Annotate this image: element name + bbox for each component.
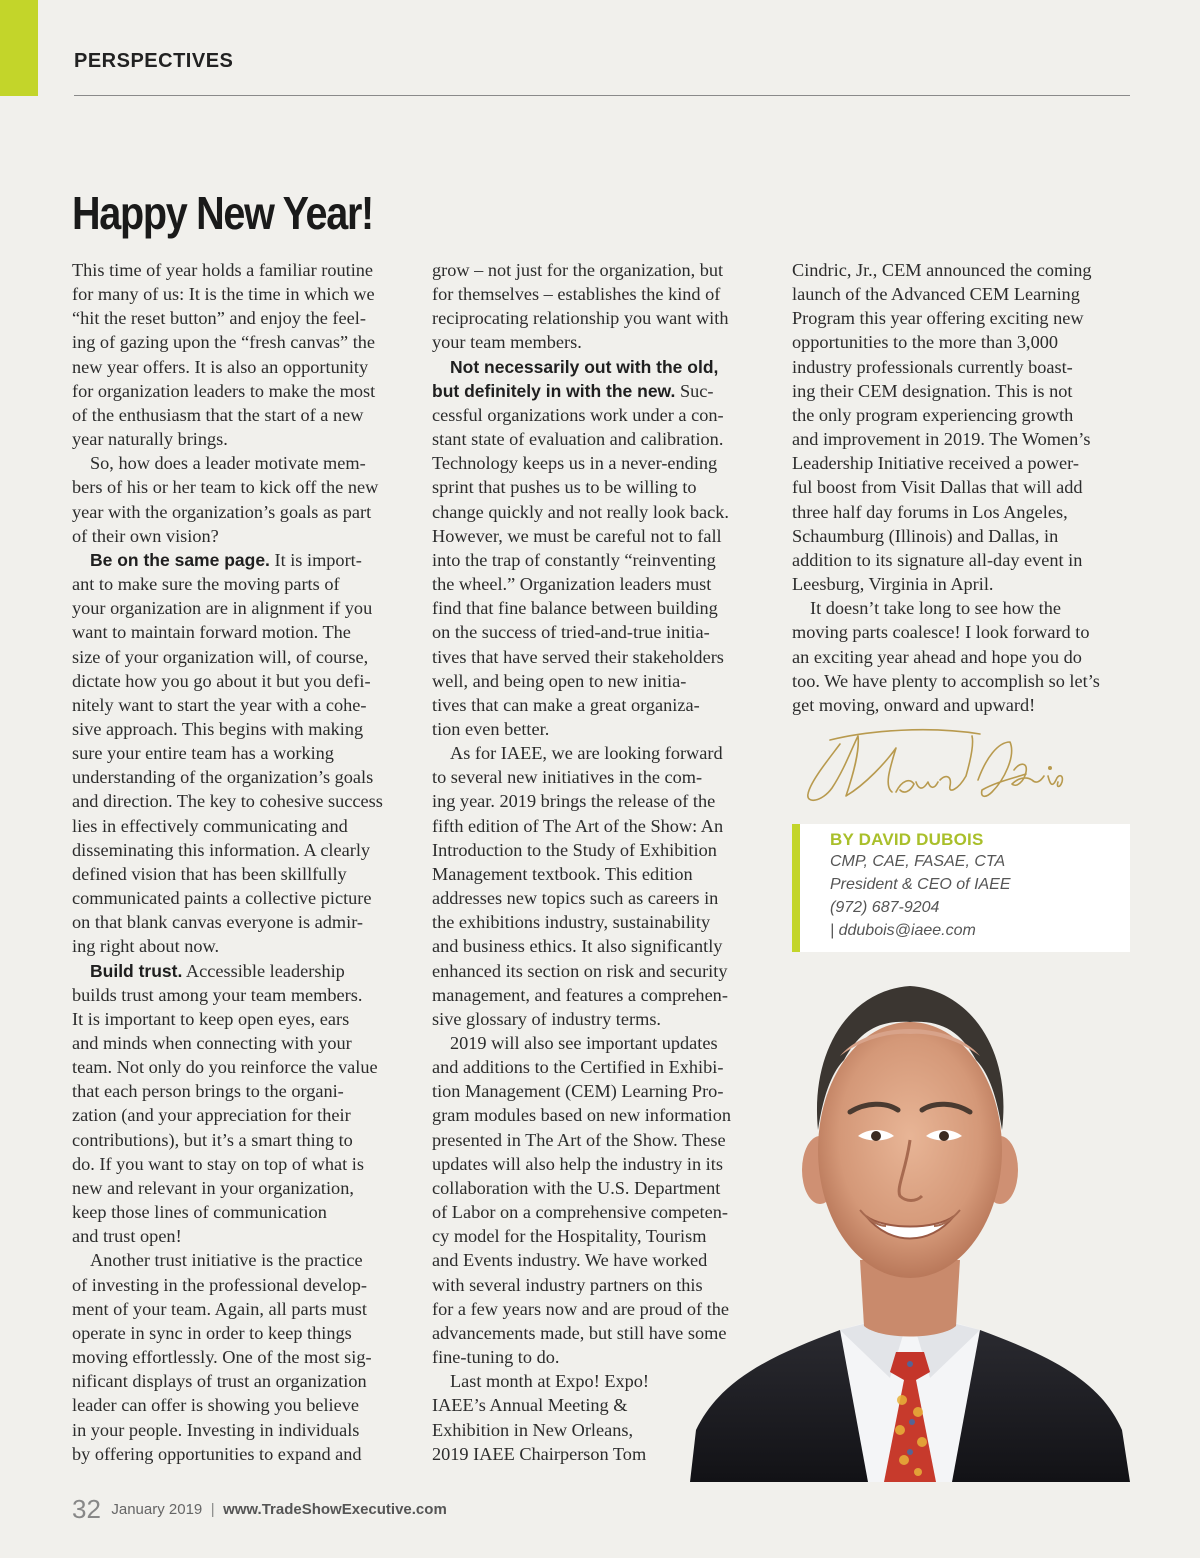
paragraph xyxy=(72,258,417,451)
text-line: This time of year holds a familiar routine xyxy=(72,260,374,280)
issue-date: January 2019 xyxy=(111,1501,203,1518)
text-line: ing year. 2019 brings the release of the xyxy=(432,791,716,812)
text-line: of their own vision? xyxy=(72,525,219,546)
text-line: that each person brings to the organi- xyxy=(72,1081,344,1102)
text-line: addresses new topics such as careers in xyxy=(432,888,719,909)
text-line: operate in sync in order to keep things xyxy=(72,1322,352,1343)
text-line: Exhibition in New Orleans, xyxy=(432,1419,634,1440)
text-line: moving parts coalesce! I look forward to xyxy=(792,622,1090,643)
text-line: collaboration with the U.S. Department xyxy=(432,1177,721,1198)
page-number: 32 xyxy=(72,1494,101,1524)
text-line: Leesburg, Virginia in April. xyxy=(792,574,994,595)
paragraph xyxy=(792,258,1137,596)
text-line: and trust open! xyxy=(72,1226,182,1247)
text-line: for themselves – establishes the kind of xyxy=(432,284,721,305)
article-column-3 xyxy=(792,258,1137,717)
text-line: As for IAEE, we are looking forward xyxy=(450,743,723,764)
paragraph xyxy=(72,1248,417,1465)
byline-author: BY DAVID DUBOIS xyxy=(830,830,984,849)
text-line: tives that have served their stakeholders xyxy=(432,646,724,667)
text-line: Cindric, Jr., CEM announced the coming xyxy=(792,260,1092,280)
text-line: Introduction to the Study of Exhibition xyxy=(432,839,717,860)
text-line: Management textbook. This edition xyxy=(432,863,693,884)
lead-in: Be on the same page. xyxy=(90,549,270,570)
text-line: fifth edition of The Art of the Show: An xyxy=(432,815,724,836)
text-line: of Labor on a comprehensive competen- xyxy=(432,1202,728,1223)
text-line: by offering opportunities to expand and xyxy=(72,1443,362,1464)
header-divider xyxy=(74,95,1130,96)
text-line: opportunities to the more than 3,000 xyxy=(792,332,1059,353)
text-line: for a few years now and are proud of the xyxy=(432,1298,729,1319)
lead-in: but definitely in with the new. xyxy=(432,380,676,401)
text-line: addition to its signature all-day event in xyxy=(792,549,1083,570)
text-line: well, and being open to new initia- xyxy=(432,670,687,691)
text-line: year with the organization’s goals as part xyxy=(72,501,372,522)
text-line: ing right about now. xyxy=(72,936,220,957)
text-line: It doesn’t take long to see how the xyxy=(810,598,1061,619)
text-line: on that blank canvas everyone is admir- xyxy=(72,912,364,933)
text-line: new and relevant in your organization, xyxy=(72,1177,354,1198)
page-footer xyxy=(72,1494,447,1525)
text-line: industry professionals currently boast- xyxy=(792,356,1073,377)
text-line: and Events industry. We have worked xyxy=(432,1250,708,1271)
text-line: It is important to keep open eyes, ears xyxy=(72,1008,350,1029)
section-label: PERSPECTIVES xyxy=(74,50,234,72)
text-line: 2019 will also see important updates xyxy=(450,1033,718,1053)
text-line: So, how does a leader motivate mem- xyxy=(90,453,366,474)
footer-separator: | xyxy=(210,1501,215,1518)
byline-accent-bar xyxy=(792,824,800,952)
text-line: tion even better. xyxy=(432,718,550,739)
signature-image xyxy=(800,722,1080,822)
text-line: Be on the same page. It is import- xyxy=(90,549,362,570)
text-line: find that fine balance between building xyxy=(432,598,718,619)
text-line: understanding of the organization’s goals xyxy=(72,767,374,788)
text-line: defined vision that has been skillfully xyxy=(72,863,347,884)
text-line: moving effortlessly. One of the most sig- xyxy=(72,1347,372,1368)
text-line: enhanced its section on risk and security xyxy=(432,960,728,981)
text-line: tion Management (CEM) Learning Pro- xyxy=(432,1081,724,1102)
text-line: lies in effectively communicating and xyxy=(72,815,348,836)
text-line: IAEE’s Annual Meeting & xyxy=(432,1395,628,1416)
text-line: too. We have plenty to accomplish so let’s xyxy=(792,670,1100,691)
text-line: updates will also help the industry in its xyxy=(432,1153,723,1174)
text-line: launch of the Advanced CEM Learning xyxy=(792,284,1080,305)
text-line: for organization leaders to make the most xyxy=(72,380,376,401)
text-line: the exhibitions industry, sustainability xyxy=(432,912,711,933)
text-line: size of your organization will, of course, xyxy=(72,646,369,667)
text-line: year naturally brings. xyxy=(72,429,228,450)
lead-in: Build trust. xyxy=(90,960,183,981)
text-line: ment of your team. Again, all parts must xyxy=(72,1298,367,1319)
byline-box xyxy=(792,824,1130,952)
text-line: ful boost from Visit Dallas that will add xyxy=(792,477,1083,498)
text-line: communicated paints a collective picture xyxy=(72,888,372,909)
text-line: sprint that pushes us to be willing to xyxy=(432,477,697,498)
text-line: but definitely in with the new. Suc- xyxy=(432,380,714,401)
text-line: zation (and your appreciation for their xyxy=(72,1105,351,1126)
text-line: of the enthusiasm that the start of a new xyxy=(72,404,364,425)
text-line: the wheel.” Organization leaders must xyxy=(432,574,712,595)
text-line: Schaumburg (Illinois) and Dallas, in xyxy=(792,525,1059,546)
text-line: the only program experiencing growth xyxy=(792,404,1074,425)
text-line: in your people. Investing in individuals xyxy=(72,1419,360,1440)
article-title: Happy New Year! xyxy=(72,187,373,239)
text-line: and direction. The key to cohesive success xyxy=(72,791,383,812)
text-line: ing their CEM designation. This is not xyxy=(792,380,1073,401)
text-line xyxy=(432,355,772,379)
text-line: your organization are in alignment if you xyxy=(72,598,373,619)
text-line: and minds when connecting with your xyxy=(72,1033,352,1053)
text-line: builds trust among your team members. xyxy=(72,984,363,1005)
text-line: Another trust initiative is the practice xyxy=(90,1250,363,1271)
text-line: ant to make sure the moving parts of xyxy=(72,574,340,595)
text-line: to several new initiatives in the com- xyxy=(432,767,703,788)
text-line: sive glossary of industry terms. xyxy=(432,1008,661,1029)
text-line: ing of gazing upon the “fresh canvas” the xyxy=(72,332,376,353)
text-line: “hit the reset button” and enjoy the feel- xyxy=(72,308,366,329)
paragraph xyxy=(72,548,417,959)
paragraph xyxy=(432,355,772,742)
text-line: with several industry partners on this xyxy=(432,1274,703,1295)
website-link[interactable]: www.TradeShowExecutive.com xyxy=(223,1501,447,1518)
text-line: disseminating this information. A clearly xyxy=(72,839,371,860)
text-line: 2019 IAEE Chairperson Tom xyxy=(432,1443,647,1464)
text-line: nitely want to start the year with a cohe- xyxy=(72,694,367,715)
text-line: team. Not only do you reinforce the value xyxy=(72,1057,378,1078)
text-line: Program this year offering exciting new xyxy=(792,308,1084,329)
text-line: fine-tuning to do. xyxy=(432,1347,560,1368)
text-line: sure your entire team has a working xyxy=(72,743,334,764)
text-line: grow – not just for the organization, but xyxy=(432,260,724,280)
text-line: bers of his or her team to kick off the new xyxy=(72,477,379,498)
text-line: tives that can make a great organiza- xyxy=(432,694,700,715)
text-line: and improvement in 2019. The Women’s xyxy=(792,429,1091,450)
text-line: nificant displays of trust an organization xyxy=(72,1371,367,1392)
text-line: get moving, onward and upward! xyxy=(792,694,1036,715)
text-line: Technology keeps us in a never-ending xyxy=(432,453,718,474)
byline-phone: (972) 687-9204 xyxy=(830,899,940,916)
text-line: and business ethics. It also significantly xyxy=(432,936,723,957)
text-line: contributions), but it’s a smart thing to xyxy=(72,1129,353,1150)
text-line: gram modules based on new information xyxy=(432,1105,732,1126)
lead-in: Not necessarily out with the old, xyxy=(450,356,719,377)
text-line: for many of us: It is the time in which we xyxy=(72,284,375,305)
text-line: cy model for the Hospitality, Tourism xyxy=(432,1226,707,1247)
text-line: presented in The Art of the Show. These xyxy=(432,1129,726,1150)
text-line: dictate how you go about it but you defi- xyxy=(72,670,371,691)
text-line: keep those lines of communication xyxy=(72,1202,327,1223)
text-line: an exciting year ahead and hope you do xyxy=(792,646,1082,667)
byline-credentials: CMP, CAE, FASAE, CTA xyxy=(830,853,1006,870)
text-line: change quickly and not really look back. xyxy=(432,501,729,522)
author-portrait xyxy=(690,960,1130,1482)
paragraph xyxy=(72,451,417,548)
text-line: stant state of evaluation and calibration. xyxy=(432,429,724,450)
paragraph xyxy=(72,959,417,1249)
text-line: reciprocating relationship you want with xyxy=(432,308,729,329)
text-line: and additions to the Certified in Exhibi- xyxy=(432,1057,724,1078)
text-line: three half day forums in Los Angeles, xyxy=(792,501,1068,522)
text-line: into the trap of constantly “reinventing xyxy=(432,549,716,570)
text-line: However, we must be careful not to fall xyxy=(432,525,722,546)
byline-role: President & CEO of IAEE xyxy=(830,876,1011,893)
text-line: do. If you want to stay on top of what is xyxy=(72,1153,364,1174)
paragraph xyxy=(792,596,1137,717)
accent-bar xyxy=(0,0,38,96)
text-line: management, and features a comprehen- xyxy=(432,984,728,1005)
text-line: cessful organizations work under a con- xyxy=(432,404,724,425)
text-line: advancements made, but still have some xyxy=(432,1322,727,1343)
byline-email[interactable]: | ddubois@iaee.com xyxy=(830,922,976,939)
text-line: sive approach. This begins with making xyxy=(72,718,364,739)
text-line: Last month at Expo! Expo! xyxy=(450,1371,650,1392)
text-line: on the success of tried-and-true initia- xyxy=(432,622,710,643)
text-line: of investing in the professional develop- xyxy=(72,1274,367,1295)
paragraph xyxy=(432,258,772,355)
text-line: new year offers. It is also an opportunity xyxy=(72,356,369,377)
text-line: your team members. xyxy=(432,332,582,353)
text-line: Build trust. Accessible leadership xyxy=(90,960,345,981)
text-line: Leadership Initiative received a power- xyxy=(792,453,1079,474)
article-column-1 xyxy=(72,258,417,1466)
text-line: leader can offer is showing you believe xyxy=(72,1395,359,1416)
text-line: want to maintain forward motion. The xyxy=(72,622,351,643)
